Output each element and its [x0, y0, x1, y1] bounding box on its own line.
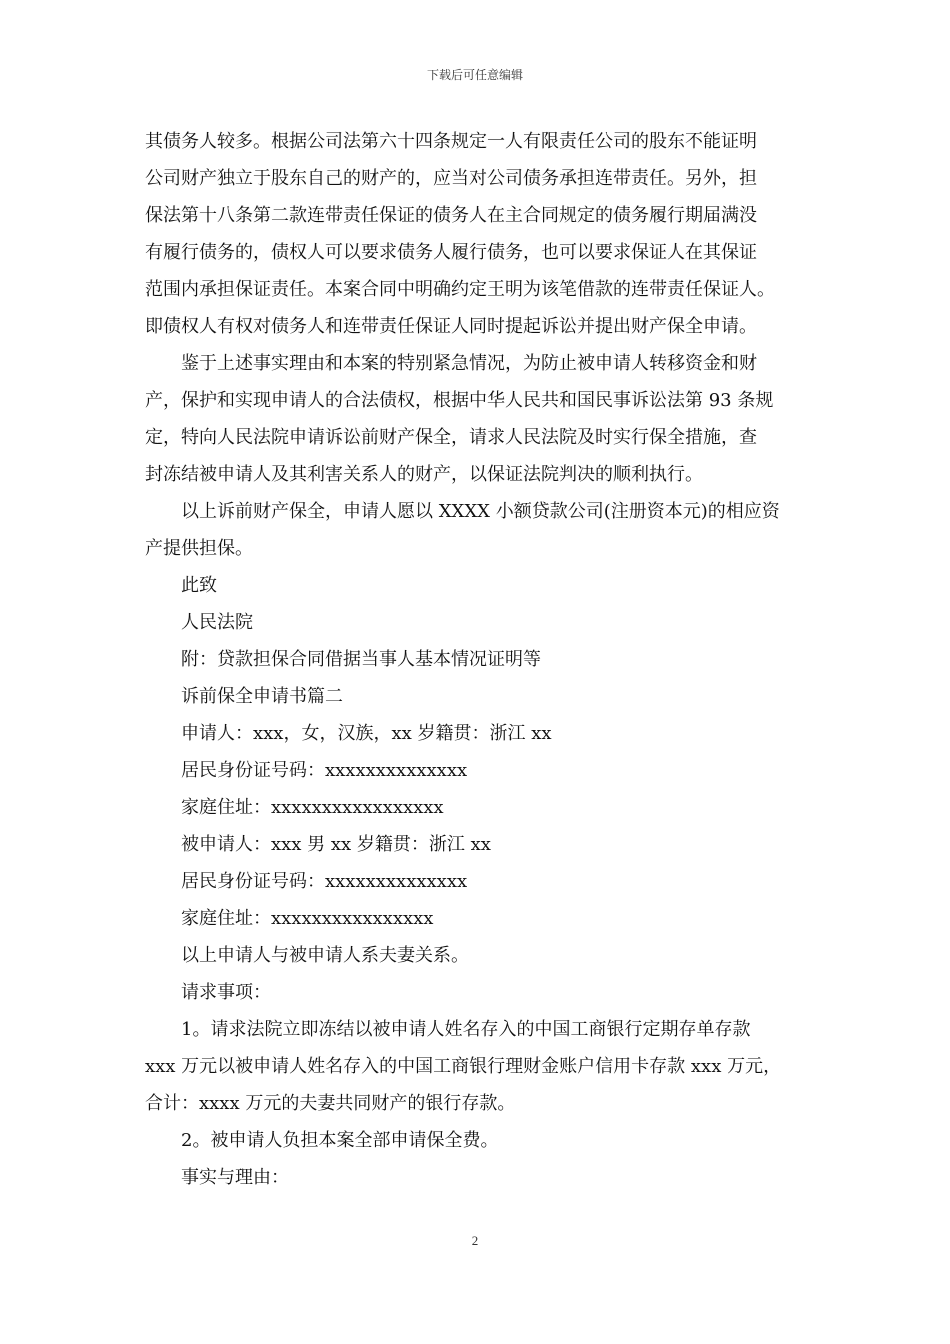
- body-line: 1。请求法院立即冻结以被申请人姓名存入的中国工商银行定期存单存款: [181, 1019, 751, 1040]
- body-line: 人民法院: [181, 612, 253, 633]
- body-line: 有履行债务的，债权人可以要求债务人履行债务，也可以要求保证人在其保证: [145, 242, 757, 263]
- body-line: 鉴于上述事实理由和本案的特别紧急情况，为防止被申请人转移资金和财: [181, 353, 757, 374]
- body-line: 保法第十八条第二款连带责任保证的债务人在主合同规定的债务履行期届满没: [145, 205, 757, 226]
- body-line: 家庭住址：xxxxxxxxxxxxxxxxx: [181, 797, 444, 818]
- body-line: 居民身份证号码：xxxxxxxxxxxxxx: [181, 871, 468, 892]
- body-line: 请求事项：: [181, 982, 271, 1003]
- body-line: xxx 万元以被申请人姓名存入的中国工商银行理财金账户信用卡存款 xxx 万元，: [145, 1056, 782, 1077]
- page-number: 2: [471, 1233, 479, 1248]
- body-line: 定，特向人民法院申请诉讼前财产保全，请求人民法院及时实行保全措施，查: [145, 427, 757, 448]
- body-line: 事实与理由：: [181, 1167, 289, 1188]
- body-line: 被申请人：xxx 男 xx 岁籍贯：浙江 xx: [181, 834, 491, 855]
- document-body: [145, 123, 813, 1196]
- body-line: 产提供担保。: [145, 538, 253, 559]
- body-line: 家庭住址：xxxxxxxxxxxxxxxx: [181, 908, 434, 929]
- page-header: 下载后可任意编辑: [426, 68, 523, 82]
- body-line: 居民身份证号码：xxxxxxxxxxxxxx: [181, 760, 468, 781]
- body-line: 范围内承担保证责任。本案合同中明确约定王明为该笔借款的连带责任保证人。: [145, 279, 775, 300]
- body-line: 附：贷款担保合同借据当事人基本情况证明等: [181, 649, 541, 670]
- body-line: 合计：xxxx 万元的夫妻共同财产的银行存款。: [145, 1093, 516, 1114]
- body-line: 以上申请人与被申请人系夫妻关系。: [181, 945, 469, 966]
- body-line: 此致: [181, 575, 217, 596]
- body-line: 以上诉前财产保全，申请人愿以 XXXX 小额贷款公司(注册资本元)的相应资: [181, 501, 780, 522]
- body-line: 封冻结被申请人及其利害关系人的财产，以保证法院判决的顺利执行。: [145, 464, 703, 485]
- body-line: 2。被申请人负担本案全部申请保全费。: [181, 1130, 499, 1151]
- body-line: 诉前保全申请书篇二: [181, 686, 343, 707]
- body-line: 公司财产独立于股东自己的财产的，应当对公司债务承担连带责任。另外，担: [145, 168, 757, 189]
- body-line: 其债务人较多。根据公司法第六十四条规定一人有限责任公司的股东不能证明: [145, 131, 757, 152]
- body-line: 即债权人有权对债务人和连带责任保证人同时提起诉讼并提出财产保全申请。: [145, 316, 757, 337]
- body-line: 产，保护和实现申请人的合法债权，根据中华人民共和国民事诉讼法第 93 条规: [145, 390, 774, 411]
- body-line: 申请人：xxx，女，汉族，xx 岁籍贯：浙江 xx: [181, 723, 552, 744]
